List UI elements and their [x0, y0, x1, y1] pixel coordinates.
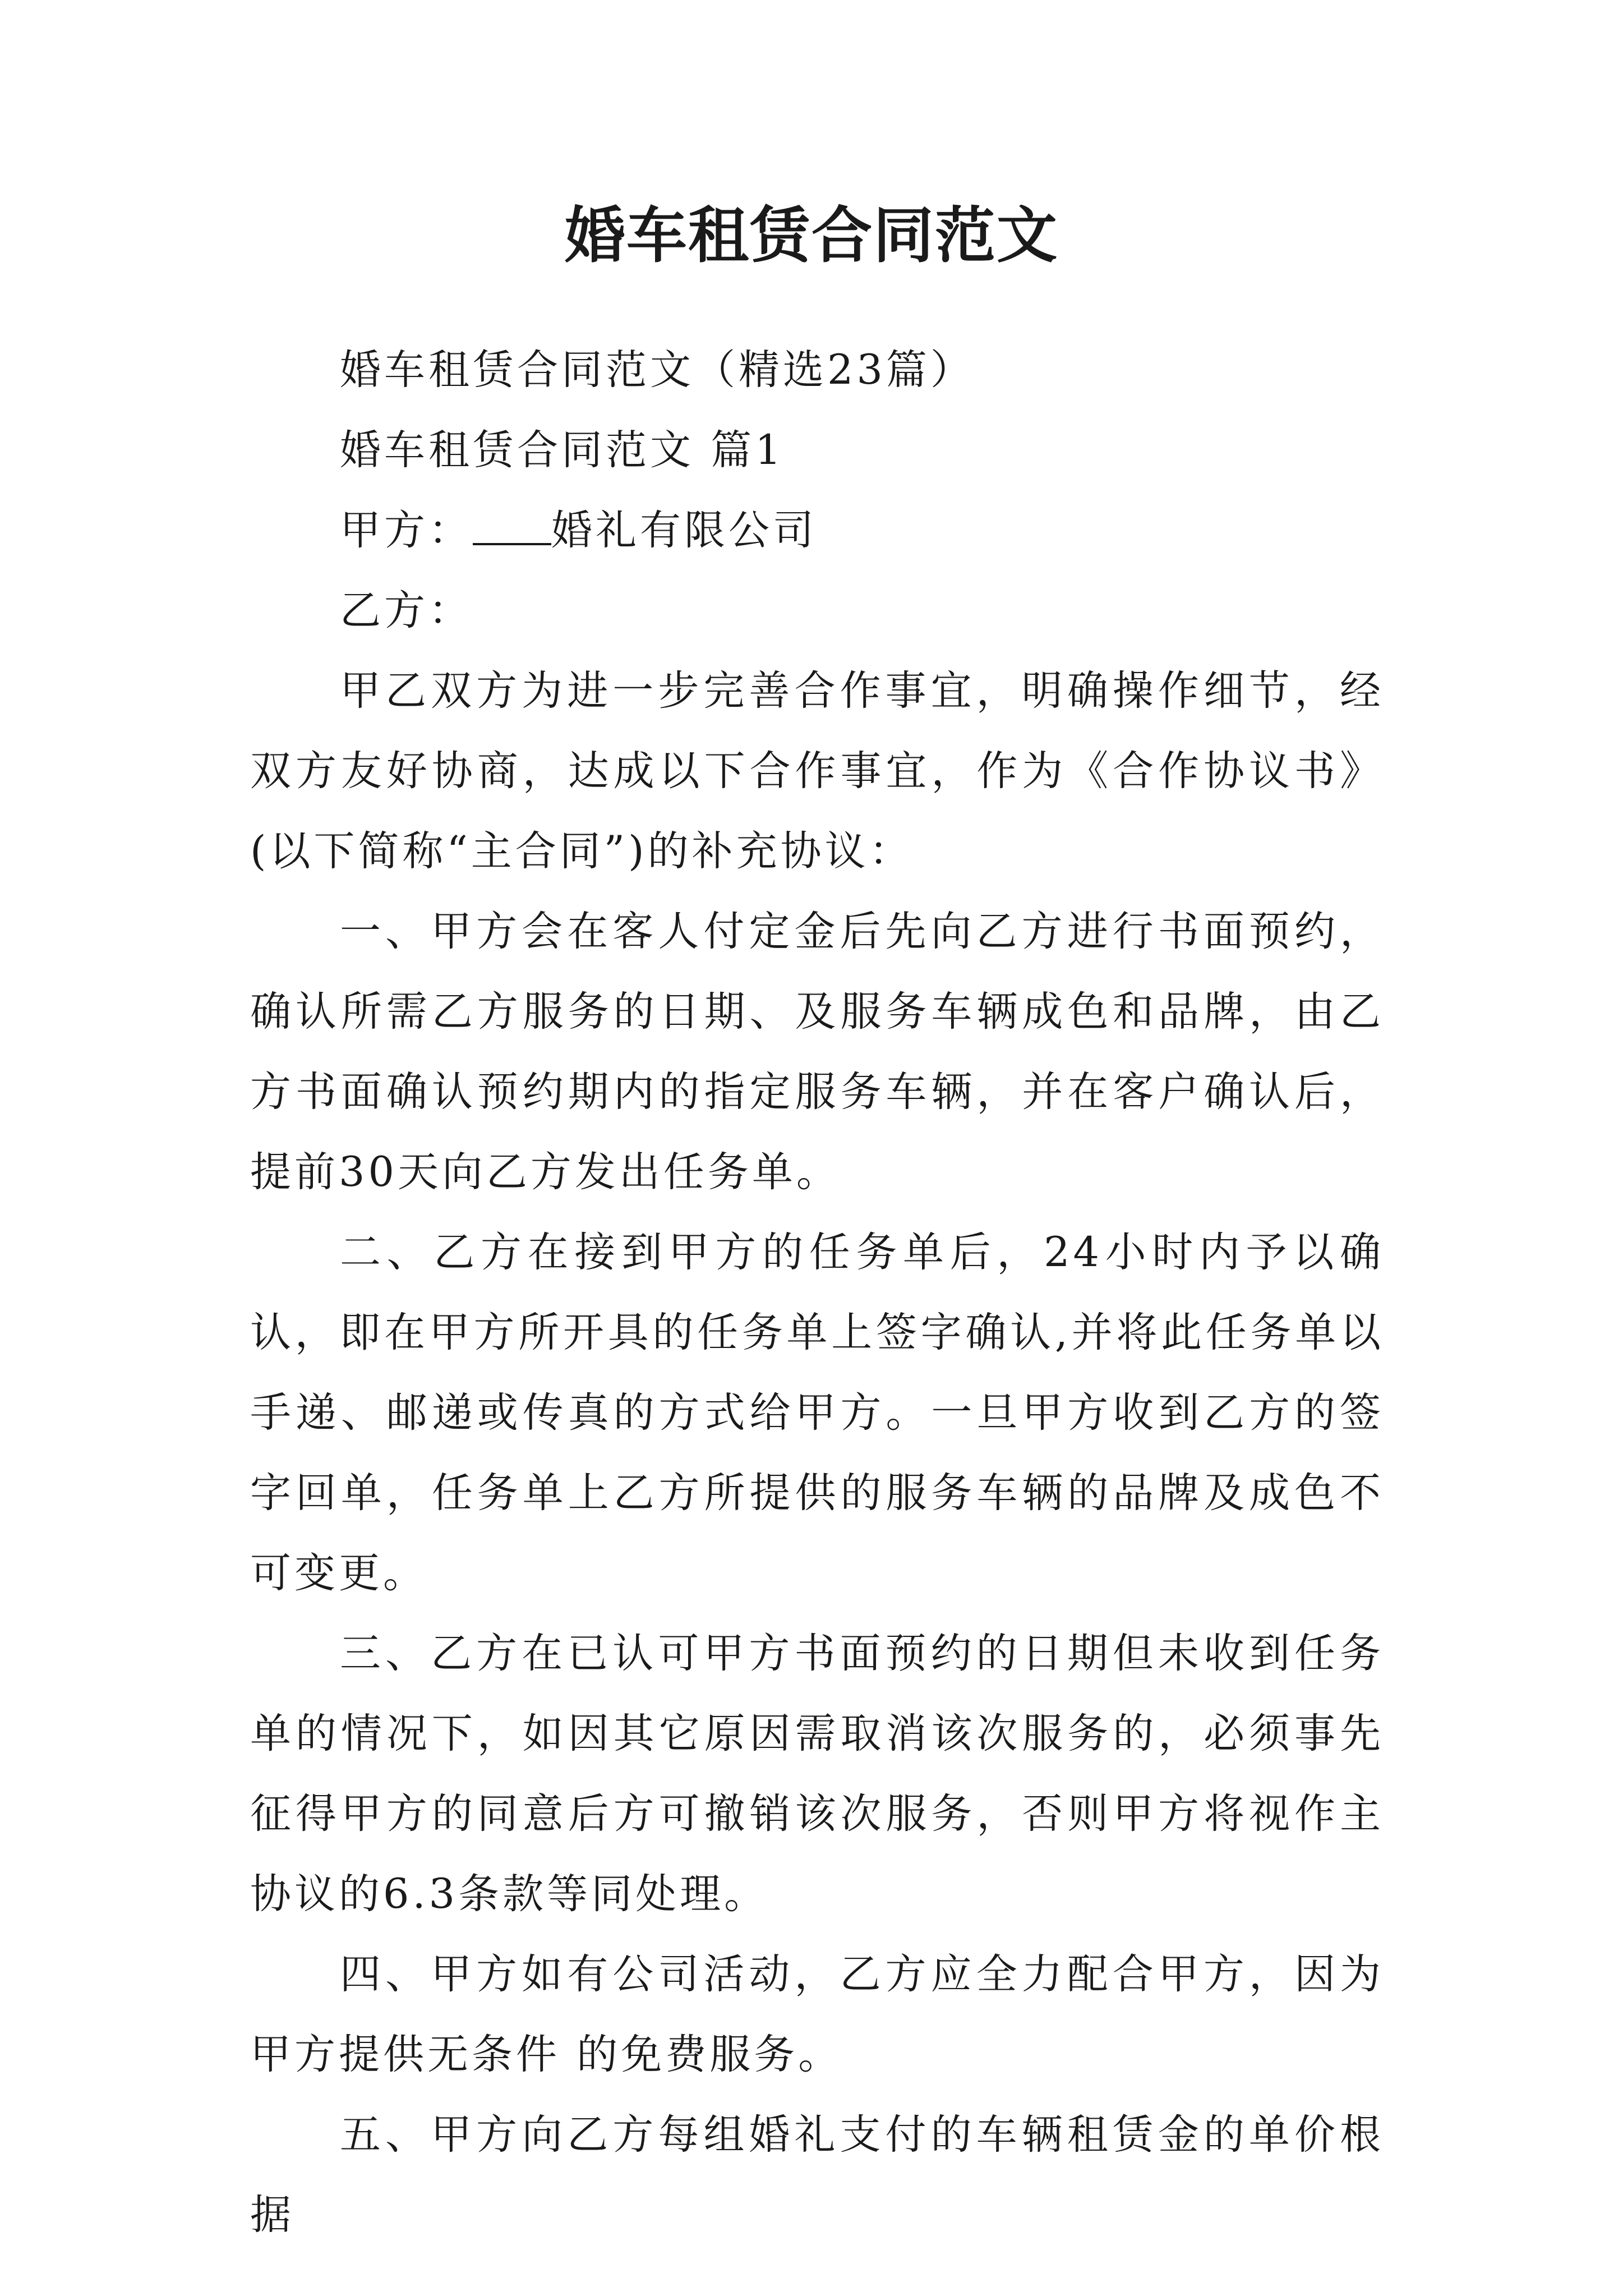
party-a-name: 婚礼有限公司 [551, 507, 817, 554]
paragraph-clause-3: 三、乙方在已认可甲方书面预约的日期但未收到任务单的情况下，如因其它原因需取消该次服务的，必须事先征得甲方的同意后方可撤销该次服务，否则甲方将视作主协议的6.3条款等同处理。 [250, 1630, 1384, 1918]
document-body [250, 330, 1384, 2255]
paragraph-clause-4: 四、甲方如有公司活动，乙方应全力配合甲方，因为甲方提供无条件 的免费服务。 [250, 1950, 1384, 2078]
paragraph-clause-1: 一、甲方会在客人付定金后先向乙方进行书面预约，确认所需乙方服务的日期、及服务车辆成色和品牌，由乙方书面确认预约期内的指定服务车辆，并在客户确认后，提前30天向乙方发出任务单。 [250, 908, 1384, 1196]
section-heading: 婚车租赁合同范文 篇1 [340, 426, 785, 474]
party-a-blank [473, 509, 551, 545]
party-b-label: 乙方： [340, 587, 473, 634]
party-a-label: 甲方： [340, 507, 473, 554]
document-subtitle: 婚车租赁合同范文（精选23篇） [340, 346, 975, 394]
paragraph-intro: 甲乙双方为进一步完善合作事宜，明确操作细节，经双方友好协商，达成以下合作事宜，作为《合作协议书》(以下简称“主合同”)的补充协议： [250, 667, 1384, 875]
party-a-line [250, 490, 1384, 570]
paragraph-clause-5: 五、甲方向乙方每组婚礼支付的车辆租赁金的单价根据 [250, 2111, 1384, 2239]
party-b-line [250, 570, 1384, 651]
paragraph-clause-2: 二、乙方在接到甲方的任务单后，24小时内予以确认，即在甲方所开具的任务单上签字确认,并将此任务单以手递、邮递或传真的方式给甲方。一旦甲方收到乙方的签字回单，任务单上乙方所提供的服务车辆的品牌及成色不可变更。 [250, 1228, 1384, 1597]
document-title: 婚车租赁合同范文 [564, 200, 1058, 271]
